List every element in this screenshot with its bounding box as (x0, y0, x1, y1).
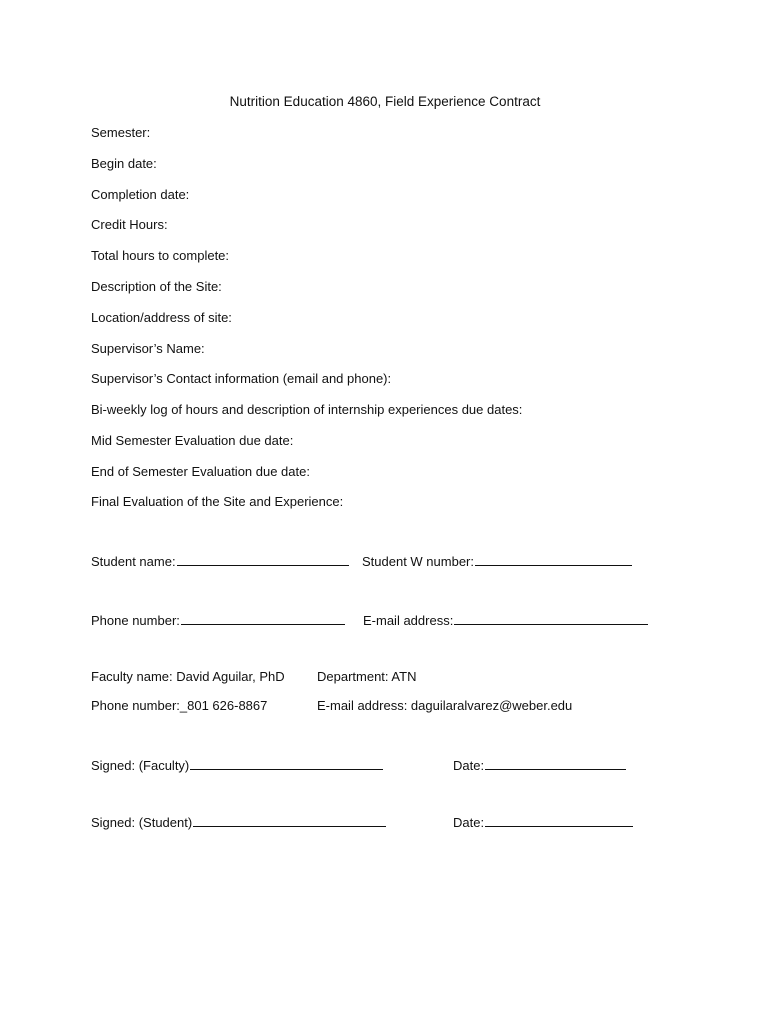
field-end-evaluation: End of Semester Evaluation due date: (91, 464, 310, 479)
field-begin-date: Begin date: (91, 156, 157, 171)
field-supervisor-name: Supervisor’s Name: (91, 341, 205, 356)
student-wnumber-label: Student W number: (362, 554, 474, 569)
field-completion-date: Completion date: (91, 187, 190, 202)
faculty-email: E-mail address: daguilaralvarez@weber.edu (317, 698, 573, 713)
faculty-department: Department: ATN (317, 669, 417, 684)
student-signature-blank[interactable] (193, 814, 386, 827)
student-name-row (91, 553, 349, 569)
faculty-date-blank[interactable] (485, 757, 626, 770)
student-name-label: Student name: (91, 554, 176, 569)
student-date-blank[interactable] (485, 814, 633, 827)
faculty-date-label: Date: (453, 758, 485, 773)
student-phone-label: Phone number: (91, 613, 180, 628)
field-credit-hours: Credit Hours: (91, 217, 168, 232)
field-final-evaluation: Final Evaluation of the Site and Experience: (91, 494, 344, 509)
faculty-date-row (453, 757, 626, 773)
student-signature-label: Signed: (Student) (91, 815, 193, 830)
student-phone-row (91, 612, 345, 628)
student-wnumber-row (362, 553, 632, 569)
faculty-phone: Phone number:_801 626-8867 (91, 698, 268, 713)
faculty-signature-blank[interactable] (190, 757, 383, 770)
student-phone-blank[interactable] (181, 612, 345, 625)
field-total-hours: Total hours to complete: (91, 248, 230, 263)
field-supervisor-contact: Supervisor’s Contact information (email and phone): (91, 371, 392, 386)
student-email-blank[interactable] (454, 612, 648, 625)
faculty-signature-label: Signed: (Faculty) (91, 758, 190, 773)
field-mid-evaluation: Mid Semester Evaluation due date: (91, 433, 294, 448)
field-biweekly-log: Bi-weekly log of hours and description of internship experiences due dates: (91, 402, 523, 417)
student-date-label: Date: (453, 815, 485, 830)
student-wnumber-blank[interactable] (475, 553, 632, 566)
field-site-description: Description of the Site: (91, 279, 222, 294)
faculty-signature-row (91, 757, 383, 773)
student-date-row (453, 814, 633, 830)
faculty-name: Faculty name: David Aguilar, PhD (91, 669, 285, 684)
student-signature-row (91, 814, 386, 830)
student-email-label: E-mail address: (363, 613, 454, 628)
student-email-row (363, 612, 648, 628)
field-site-location: Location/address of site: (91, 310, 232, 325)
field-semester: Semester: (91, 125, 151, 140)
form-title: Nutrition Education 4860, Field Experience Contract (229, 94, 541, 109)
student-name-blank[interactable] (177, 553, 349, 566)
